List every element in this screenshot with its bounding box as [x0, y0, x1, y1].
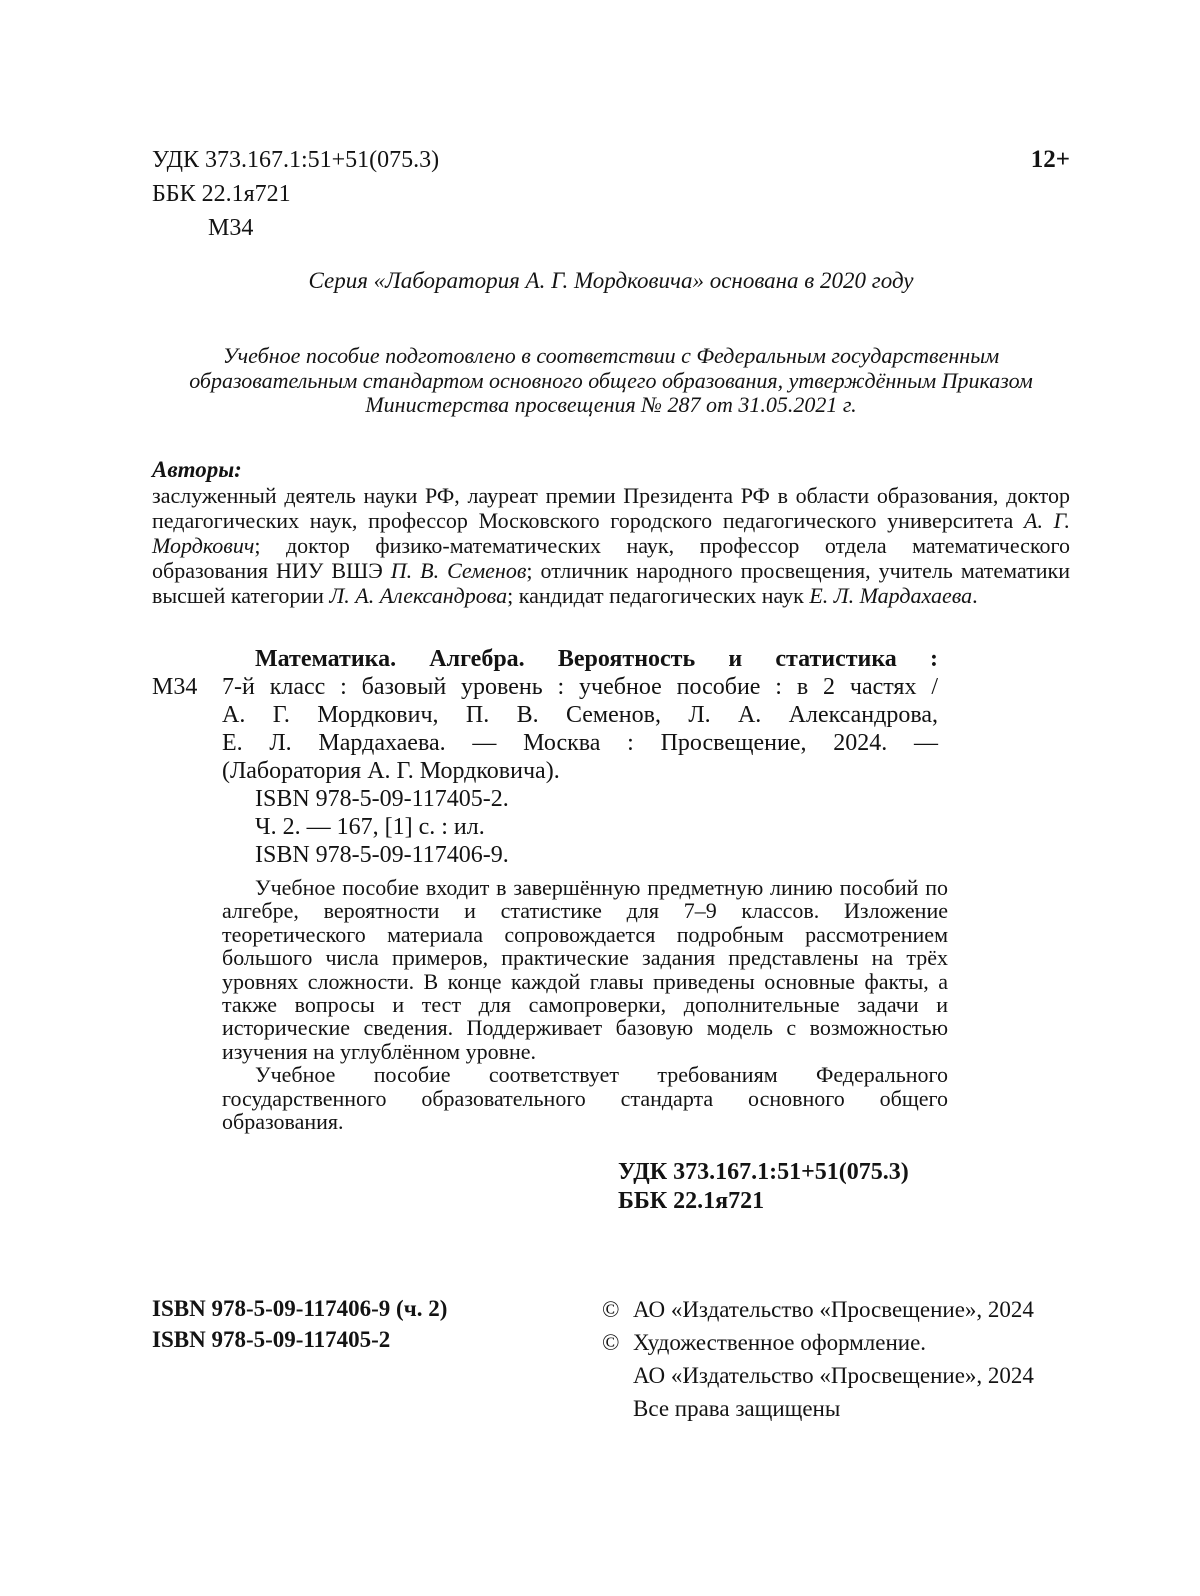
authors-text: ; кандидат педагогических наук — [507, 583, 810, 608]
author-name: А. Г. Мордкович — [152, 508, 1070, 558]
authors-text: заслуженный деятель науки РФ, лауреат премии Президента РФ в области образования, доктор педагогических наук, профессор Московского городского педагогического университета — [152, 483, 1070, 533]
udk-bbk-block — [618, 1158, 909, 1216]
isbn-line: ISBN 978-5-09-117406-9. — [255, 842, 509, 868]
authors-text: ; отличник народного просвещения, учитель математики высшей категории — [152, 558, 1070, 608]
copyright-text: АО «Издательство «Просвещение», 2024 — [633, 1297, 1034, 1322]
copyright-line — [602, 1359, 1034, 1392]
bbk-line-bold: ББК 22.1я721 — [618, 1188, 765, 1214]
fgos-note-wrap — [152, 344, 1070, 418]
copyright-text: АО «Издательство «Просвещение», 2024 — [633, 1363, 1034, 1388]
copyright-line — [602, 1293, 1034, 1326]
bbk-line: ББК 22.1я721 — [152, 181, 291, 207]
fgos-note: Учебное пособие подготовлено в соответствии с Федеральным государственным образовательным стандартом основного общего образования, утверждённым Приказом Министерства просвещения № 287 от 31.05.2021 г. — [189, 343, 1033, 417]
copyright-line — [602, 1392, 1034, 1425]
biblio-title: Математика. Алгебра. Вероятность и статистика : — [255, 646, 938, 672]
bibliographic-record — [152, 645, 938, 869]
isbn-footer-line: ISBN 978-5-09-117405-2 — [152, 1327, 391, 1352]
age-rating-badge: 12+ — [1030, 146, 1070, 173]
copyright-symbol: © — [602, 1330, 620, 1355]
annotation-paragraph: Учебное пособие входит в завершённую предметную линию пособий по алгебре, вероятности и статистике для 7–9 классов. Изложение теоретического материала сопровождается подробным рассмотрением большого числа примеров, практические задания представлены на трёх уровнях сложности. В конце каждой главы приведены основные факты, а также вопросы и тест для самопроверки, дополнительные задачи и исторические сведения. Поддерживает базовую модель с возможностью изучения на углублённом уровне. — [222, 875, 948, 1064]
author-name: Л. А. Александрова — [329, 583, 508, 608]
biblio-line: (Лаборатория А. Г. Мордковича). — [222, 758, 560, 784]
copyright-symbol: © — [602, 1297, 620, 1322]
series-note: Серия «Лаборатория А. Г. Мордковича» основана в 2020 году — [308, 268, 914, 293]
copyright-line — [602, 1326, 1034, 1359]
copyright-text: Все права защищены — [633, 1396, 841, 1421]
copyright-symbol — [602, 1392, 633, 1425]
footer — [152, 1293, 1092, 1425]
authors-block — [152, 457, 1070, 608]
author-name: Е. Л. Мардахаева — [809, 583, 973, 608]
top-codes-block — [152, 143, 1070, 245]
copyright-block — [602, 1293, 1034, 1425]
annotation-block — [222, 876, 948, 1133]
isbn-footer-line: ISBN 978-5-09-117406-9 (ч. 2) — [152, 1296, 448, 1321]
isbn-line: ISBN 978-5-09-117405-2. — [255, 786, 509, 812]
copyright-symbol — [602, 1359, 633, 1392]
biblio-line: А. Г. Мордкович, П. В. Семенов, Л. А. Александрова, — [222, 702, 938, 728]
authors-text: . — [972, 583, 978, 608]
footer-isbn-block — [152, 1293, 602, 1355]
biblio-line: Е. Л. Мардахаева. — Москва : Просвещение, 2024. — — [222, 730, 938, 756]
biblio-line: 7-й класс : базовый уровень : учебное пособие : в 2 частях / — [222, 674, 938, 700]
authors-heading: Авторы: — [152, 457, 242, 482]
authors-text: ; доктор физико-математических наук, профессор отдела математического образования НИУ ВШЭ — [152, 533, 1070, 583]
author-name: П. В. Семенов — [390, 558, 527, 583]
udk-line-bold: УДК 373.167.1:51+51(075.3) — [618, 1159, 909, 1185]
catalog-code-m34: М34 — [152, 674, 198, 700]
authors-paragraph — [152, 483, 1070, 608]
copyright-text: Художественное оформление. — [633, 1330, 927, 1355]
udk-line: УДК 373.167.1:51+51(075.3) — [152, 147, 440, 173]
annotation-paragraph: Учебное пособие соответствует требованиям Федерального государственного образовательного стандарта основного общего образования. — [222, 1062, 948, 1135]
catalog-code: М34 — [208, 215, 254, 241]
part-pages-line: Ч. 2. — 167, [1] с. : ил. — [255, 814, 485, 840]
